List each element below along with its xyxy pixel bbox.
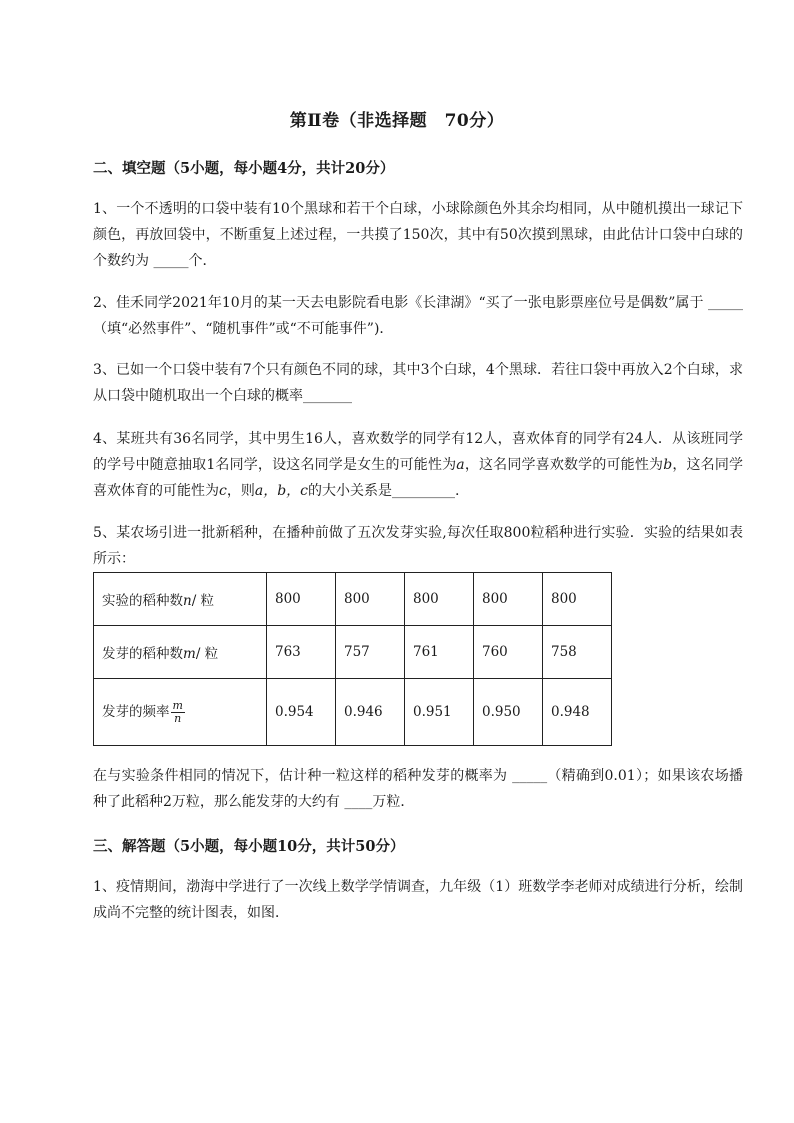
- q4-var-b: b: [663, 457, 673, 473]
- q4-text-5: 的大小关系是_________.: [308, 483, 460, 499]
- question-fill-5-intro: 5、某农场引进一批新稻种，在播种前做了五次发芽实验,每次任取800粒稻种进行实验．实验的结果如表所示：: [93, 525, 743, 567]
- table-cell: 0.950: [474, 679, 543, 746]
- table-cell: 800: [543, 573, 612, 626]
- table-cell: 763: [267, 626, 336, 679]
- section-heading-answer: 三、解答题（5小题，每小题10分，共计50分）: [93, 838, 405, 855]
- table-cell: 800: [474, 573, 543, 626]
- row-var-m: m: [183, 646, 196, 662]
- table-row-germinated: [94, 626, 612, 679]
- row-unit: / 粒: [195, 646, 219, 662]
- germination-table: [93, 572, 612, 746]
- table-cell: 0.948: [543, 679, 612, 746]
- question-fill-4: [93, 426, 743, 504]
- table-row-frequency: [94, 679, 612, 746]
- question-fill-1: 1、一个不透明的口袋中装有10个黑球和若干个白球，小球除颜色外其余均相同，从中随机摸出一球记下颜色，再放回袋中，不断重复上述过程，一共摸了150次，其中有50次摸到黑球，由此估计口袋中白球的个数约为 _____个．: [93, 201, 743, 269]
- fraction-numerator: m: [172, 698, 183, 712]
- row-unit: / 粒: [191, 593, 215, 609]
- table-cell: 0.951: [405, 679, 474, 746]
- table-cell: 760: [474, 626, 543, 679]
- q4-text-3: ，这名同学喜欢体育的可能性为: [93, 457, 744, 499]
- table-cell: 800: [336, 573, 405, 626]
- fraction-m-over-n: [171, 700, 185, 725]
- question-fill-3: 3、已如一个口袋中装有7个只有颜色不同的球，其中3个白球，4个黑球．若往口袋中再放入2个白球，求从口袋中随机取出一个白球的概率_______: [93, 362, 743, 404]
- fraction-denominator: n: [174, 711, 182, 725]
- q4-vars-abc: a，b，c: [254, 483, 308, 499]
- row-header-seeds: [94, 573, 267, 626]
- question-fill-2: 2、佳禾同学2021年10月的某一天去电影院看电影《长津湖》“买了一张电影票座位号是偶数”属于 _____（填“必然事件”、“随机事件”或“不可能事件”)．: [93, 295, 743, 337]
- q4-text-2: ，这名同学喜欢数学的可能性为: [464, 457, 664, 473]
- row-header-frequency: [94, 679, 267, 746]
- question-answer-1: 1、疫情期间，渤海中学进行了一次线上数学学情调查，九年级（1）班数学李老师对成绩进行分析，绘制成尚不完整的统计图表，如图．: [93, 879, 743, 921]
- q4-var-c: c: [219, 483, 227, 499]
- page-title: 第Ⅱ卷（非选择题 70分）: [289, 111, 505, 131]
- table-cell: 758: [543, 626, 612, 679]
- q4-text-1: 4、某班共有36名同学，其中男生16人，喜欢数学的同学有12人，喜欢体育的同学有24人．从该班同学的学号中随意抽取1名同学，设这名同学是女生的可能性为: [93, 431, 743, 473]
- q4-var-a: a: [456, 457, 465, 473]
- table-row-seeds: [94, 573, 612, 626]
- table-cell: 800: [405, 573, 474, 626]
- row-label: 实验的稻种数: [102, 593, 183, 609]
- q4-text-4: ，则: [226, 483, 255, 499]
- row-label: 发芽的稻种数: [102, 646, 183, 662]
- table-cell: 761: [405, 626, 474, 679]
- table-cell: 800: [267, 573, 336, 626]
- row-header-germinated: [94, 626, 267, 679]
- row-var-n: n: [183, 593, 192, 609]
- row-label: 发芽的频率: [102, 703, 170, 720]
- section-heading-fill-in: 二、填空题（5小题，每小题4分，共计20分）: [93, 160, 395, 177]
- table-cell: 0.954: [267, 679, 336, 746]
- table-cell: 0.946: [336, 679, 405, 746]
- table-cell: 757: [336, 626, 405, 679]
- question-fill-5-after: 在与实验条件相同的情况下，估计种一粒这样的稻种发芽的概率为 _____（精确到0.01）；如果该农场播种了此稻种2万粒，那么能发芽的大约有 ____万粒．: [93, 768, 743, 810]
